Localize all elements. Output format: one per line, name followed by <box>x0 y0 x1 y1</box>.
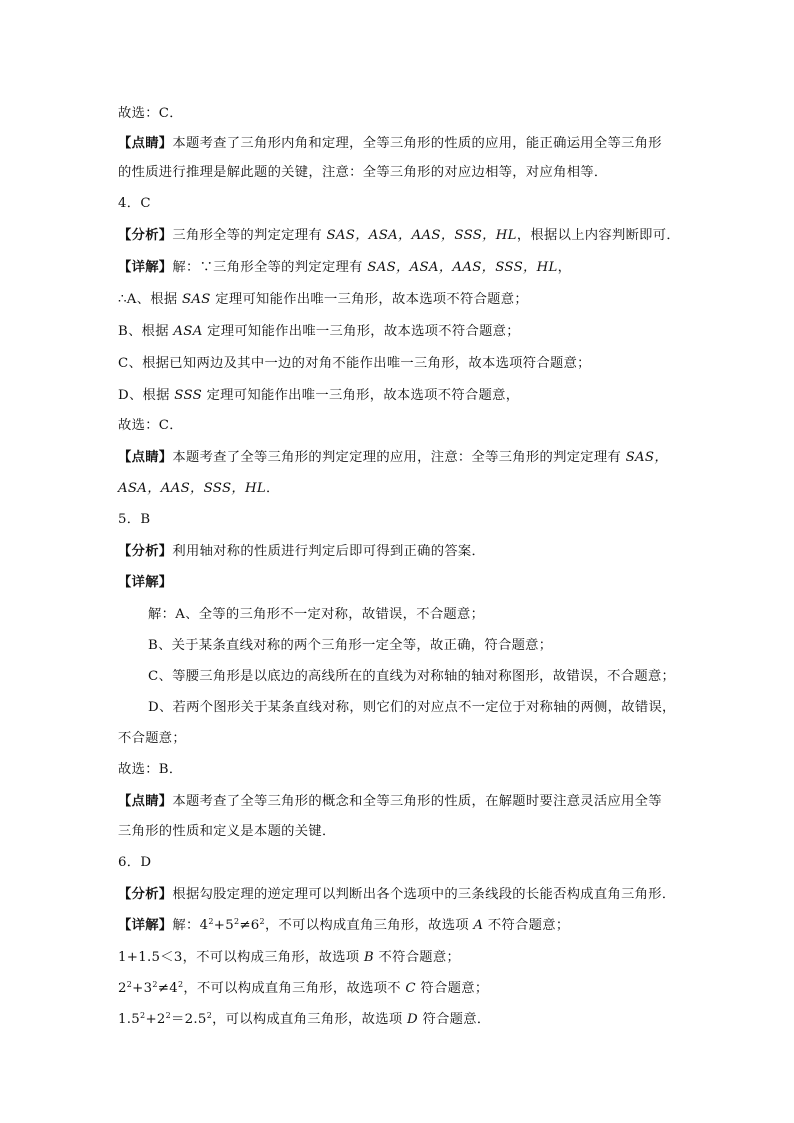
detail-tag: 【详解】 <box>118 260 173 275</box>
analysis-tag: 【分析】 <box>118 887 173 902</box>
q5-option-d-line-2: 不合题意； <box>118 731 186 746</box>
comment-tag: 【点睛】 <box>118 794 173 809</box>
q4-number: 4．C <box>118 196 151 211</box>
q6-detail-line-4: $1.5^2+2^2=2.5^2$，可以构成直角三角形，故选项 D 符合题意． <box>118 1011 491 1027</box>
q4-option-d: D、根据 SSS 定理可知能作出唯一三角形，故本选项不符合题意， <box>118 388 520 403</box>
q6-detail-line-2: 1+1.5＜3，不可以构成三角形，故选项 B 不符合题意； <box>118 950 461 965</box>
detail-tag: 【详解】 <box>118 575 173 590</box>
q6-detail-line-3: $2^2+3^2\ne 4^2$，不可以构成直角三角形，故选项不 C 符合题意； <box>118 980 489 996</box>
q5-number: 5．B <box>118 512 151 527</box>
q3-answer-line: 故选：C． <box>118 106 183 121</box>
q4-answer-line: 故选：C． <box>118 418 183 433</box>
q5-analysis-line: 【分析】利用轴对称的性质进行判定后即可得到正确的答案． <box>118 544 486 559</box>
q6-detail-line-1: 【详解】解：$4^2+5^2\ne 6^2$，不可以构成直角三角形，故选项 A 不符合题意； <box>118 917 570 933</box>
q4-comment-line-2: ASA，AAS，SSS，HL． <box>118 481 280 496</box>
q5-option-d-line-1: D、若两个图形关于某条直线对称，则它们的对应点不一定位于对称轴的两侧，故错误， <box>148 700 676 715</box>
comment-tag: 【点睛】 <box>118 450 173 465</box>
q4-detail-line: 【详解】解：∵三角形全等的判定定理有 SAS，ASA，AAS，SSS，HL， <box>118 260 572 275</box>
q3-comment-line-1: 【点睛】本题考查了三角形内角和定理，全等三角形的性质的应用，能正确运用全等三角形 <box>118 136 662 151</box>
q4-comment-line-1: 【点睛】本题考查了全等三角形的判定定理的应用，注意：全等三角形的判定定理有 SAS， <box>118 450 668 465</box>
q4-option-c: C、根据已知两边及其中一边的对角不能作出唯一三角形，故本选项符合题意； <box>118 356 591 371</box>
q5-option-a: 解：A、全等的三角形不一定对称，故错误，不合题意； <box>148 607 485 622</box>
q4-analysis-line: 【分析】三角形全等的判定定理有 SAS，ASA，AAS，SSS，HL，根据以上内容判断即可． <box>118 228 680 243</box>
q5-option-b: B、关于某条直线对称的两个三角形一定全等，故正确，符合题意； <box>148 638 553 653</box>
q6-analysis-line: 【分析】根据勾股定理的逆定理可以判断出各个选项中的三条线段的长能否构成直角三角形． <box>118 887 676 902</box>
q5-comment-line-1: 【点睛】本题考查了全等三角形的概念和全等三角形的性质，在解题时要注意灵活应用全等 <box>118 794 662 809</box>
q5-detail-tag-line <box>118 573 698 593</box>
q5-comment-line-2: 三角形的性质和定义是本题的关键． <box>118 824 336 839</box>
q4-option-a: ∴A、根据 SAS 定理可知能作出唯一三角形，故本选项不符合题意； <box>118 292 528 307</box>
analysis-tag: 【分析】 <box>118 228 173 243</box>
q5-option-c: C、等腰三角形是以底边的高线所在的直线为对称轴的轴对称图形，故错误，不合题意； <box>148 669 676 684</box>
q6-number: 6．D <box>118 855 152 870</box>
q5-answer-line: 故选：B． <box>118 762 183 777</box>
analysis-tag: 【分析】 <box>118 544 173 559</box>
q3-comment-line-2: 的性质进行推理是解此题的关键，注意：全等三角形的对应边相等，对应角相等． <box>118 165 608 180</box>
q4-option-b: B、根据 ASA 定理可知能作出唯一三角形，故本选项不符合题意； <box>118 324 520 339</box>
comment-tag: 【点睛】 <box>118 136 173 151</box>
detail-tag: 【详解】 <box>118 918 173 933</box>
